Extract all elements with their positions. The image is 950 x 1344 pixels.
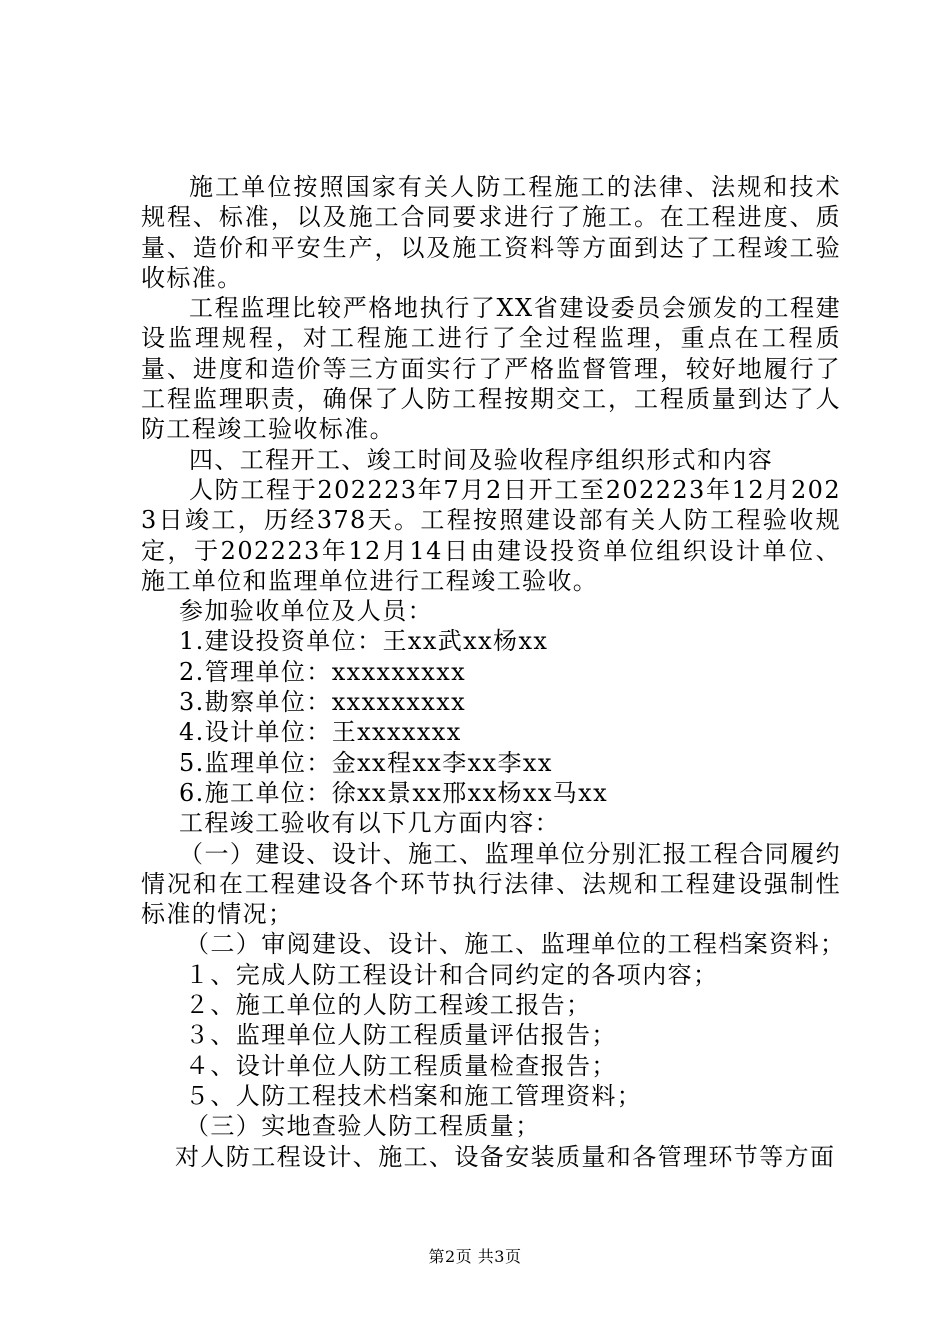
content-item-1: （一）建设、设计、施工、监理单位分别汇报工程合同履约情况和在工程建设各个环节执行法律、法规和工程建设强制性标准的情况； (141, 839, 841, 929)
participant-line: 4.设计单位：王xxxxxxx (179, 718, 462, 747)
final-paragraph: 对人防工程设计、施工、设备安装质量和各管理环节等方面 (175, 1142, 836, 1171)
page-number-footer: 第2页 共3页 (428, 1247, 522, 1266)
participant-line: 5.监理单位：金xx程xx李xx李xx (179, 748, 553, 777)
participant-line: 1.建设投资单位：王xx武xx杨xx (179, 627, 549, 656)
paragraph-supervision: 工程监理比较严格地执行了XX省建设委员会颁发的工程建设监理规程，对工程施工进行了全过程监理，重点在工程质量、进度和造价等三方面实行了严格监督管理，较好地履行了工程监理职责，确保了人防工程按期交工，工程质量到达了人防工程竣工验收标准。 (141, 294, 841, 444)
paragraph-construction: 施工单位按照国家有关人防工程施工的法律、法规和技术规程、标准，以及施工合同要求进行了施工。在工程进度、质量、造价和平安生产，以及施工资料等方面到达了工程竣工验收标准。 (141, 173, 841, 292)
participant-line: 2.管理单位：xxxxxxxxx (179, 657, 467, 686)
participants-intro: 参加验收单位及人员： (179, 597, 433, 626)
sub-item: ３、监理单位人防工程质量评估报告； (185, 1021, 617, 1050)
sub-item: ４、设计单位人防工程质量检查报告； (185, 1051, 617, 1080)
contents-intro: 工程竣工验收有以下几方面内容： (179, 809, 560, 838)
content-item-3: （三）实地查验人防工程质量； (185, 1112, 541, 1141)
sub-item: ２、施工单位的人防工程竣工报告； (185, 991, 592, 1020)
paragraph-schedule: 人防工程于202223年7月2日开工至202223年12月2023日竣工，历经378天。工程按照建设部有关人防工程验收规定，于202223年12月14日由建设投资单位组织设计单位、施工单位和监理单位进行工程竣工验收。 (141, 475, 841, 595)
section-heading-4: 四、工程开工、竣工时间及验收程序组织形式和内容 (189, 445, 774, 474)
sub-item: ５、人防工程技术档案和施工管理资料； (185, 1081, 643, 1110)
sub-item: １、完成人防工程设计和合同约定的各项内容； (185, 960, 719, 989)
document-body (141, 172, 846, 1172)
content-item-2: （二）审阅建设、设计、施工、监理单位的工程档案资料； (185, 930, 846, 959)
participant-line: 6.施工单位：徐xx景xx邢xx杨xx马xx (179, 778, 609, 807)
participant-line: 3.勘察单位：xxxxxxxxx (179, 688, 467, 717)
